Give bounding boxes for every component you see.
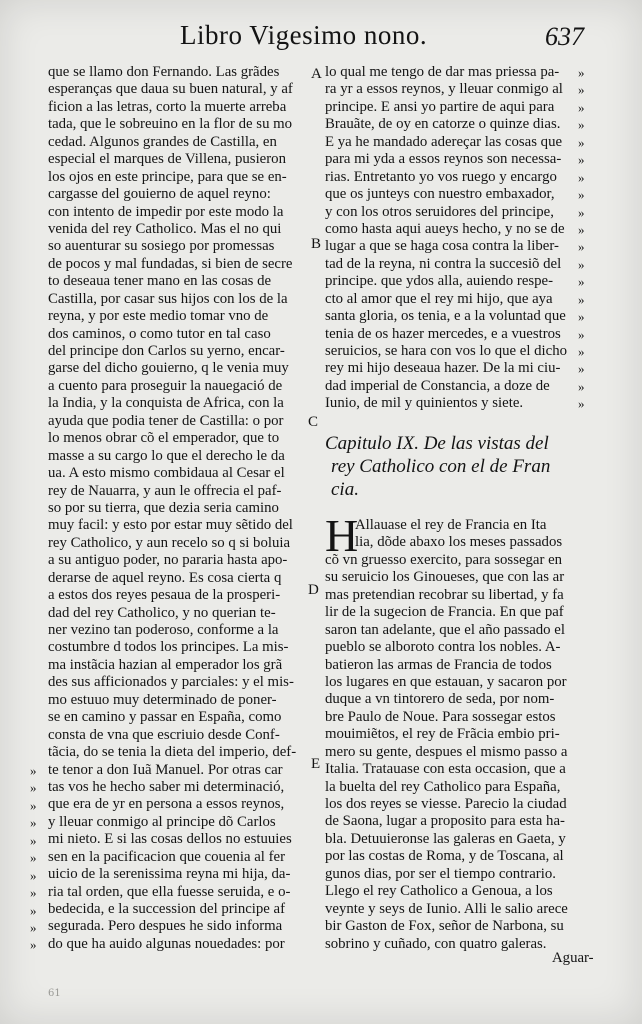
text-line: tas vos he hecho saber mi determinació,: [48, 778, 285, 795]
bottom-mark: 61: [48, 988, 61, 999]
text-line: sobrino y cuñado, con quatro galeras.: [325, 935, 547, 952]
margin-marker-d: D: [308, 582, 319, 598]
text-line: la buelta del rey Catholico para España,: [325, 778, 561, 795]
text-line: mi nieto. E si las cosas dellos no estuuies: [48, 831, 292, 848]
text-line: uicio de la serenissima reyna mi hija, da-: [48, 866, 291, 883]
text-line: rey mi hijo deseaua hazer. De la mi ciu-: [325, 360, 561, 377]
text-line: dad del rey Catholico, y no querian te-: [48, 604, 276, 621]
quote-mark: »: [30, 937, 37, 953]
text-line: so auenturar su sosiego por promessas: [48, 238, 275, 255]
text-line: del principe don Carlos su yerno, encar-: [48, 343, 285, 359]
text-line: ma instãcia hazian al emperador los grã: [48, 656, 283, 673]
text-line: muy facil: y esto por estar muy sẽtido del: [48, 517, 293, 534]
text-line: so por su tierra, que dezia seria camino: [48, 499, 279, 516]
drop-cap: H: [325, 510, 359, 561]
text-line: por las costas de Roma, y de Toscana, al: [325, 848, 564, 865]
text-line: ria tal orden, que ella fuesse seruida, e o-: [48, 883, 291, 900]
text-line: a cuento para proseguir la nauegació de: [48, 377, 283, 394]
quote-mark: »: [578, 65, 585, 80]
quote-mark: »: [578, 274, 585, 290]
quote-mark: »: [30, 885, 37, 901]
quote-mark: »: [30, 763, 37, 778]
text-line: reyna, y por este medio tomar vno de: [48, 308, 269, 325]
text-line: garse del dicho gouierno, q le venia muy: [48, 360, 289, 377]
text-line: bir Gaston de Fox, señor de Narbona, su: [325, 918, 564, 935]
text-line: consta de vna que escriuio desde Conf-: [48, 726, 280, 743]
text-line: Italia. Tratauase con esta occasion, que a: [325, 761, 566, 778]
text-line: duque a vn tintorero de seda, por nom-: [325, 691, 555, 708]
text-line: los dos reyes se viesse. Parecio la ciudad: [325, 796, 567, 812]
catchword: Aguar-: [552, 950, 594, 966]
folio-number: 637: [545, 22, 584, 51]
text-line: de pocos y mal fundadas, si bien de secre: [48, 255, 293, 272]
right-quote-marks: [578, 64, 598, 413]
text-line: a estos dos reyes pesaua de la prosperi-: [48, 587, 281, 604]
text-line: te tenor a don Iuã Manuel. Por otras car: [48, 761, 283, 778]
text-line: se en camino y passar en España, como: [48, 709, 282, 726]
text-line: a su antiguo poder, no pararia hasta apo-: [48, 552, 288, 569]
text-line: tad de la reyna, ni contra la succesiõ del: [325, 255, 562, 272]
text-line: mas pretendian recobrar su libertad, y fa: [325, 586, 564, 603]
text-line: derarse de aquel reyno. Es cosa cierta q: [48, 569, 282, 586]
chapter-title-line: cia.: [331, 479, 359, 500]
text-line: los lugares en que estauan, y sacaron por: [325, 673, 567, 690]
text-line: rias. Entretanto yo vos ruego y encargo: [325, 168, 557, 185]
quote-mark: »: [30, 832, 37, 848]
text-line: Allauase el rey de Francia en Ita: [355, 517, 547, 533]
text-line: su seruicio los Ginoueses, que con las ar: [325, 569, 565, 586]
quote-mark: »: [578, 361, 585, 377]
right-column: [325, 64, 595, 413]
text-line: saron tan adelante, que el año passado el: [325, 621, 565, 638]
text-line: des sus afficionados y parciales: y el mis-: [48, 674, 294, 691]
quote-mark: »: [578, 291, 585, 307]
quote-mark: »: [30, 867, 37, 883]
margin-marker-a: A: [311, 66, 322, 82]
text-line: venida del rey Catholico. Mas el no qui: [48, 220, 282, 237]
text-line: lugar a que se haga cosa contra la liber-: [325, 238, 559, 255]
text-line: veynte y seys de Iunio. Alli le salio arece: [325, 900, 568, 917]
quote-mark: »: [578, 169, 585, 185]
running-head: Libro Vigesimo nono.: [180, 20, 428, 50]
quote-mark: »: [578, 99, 585, 115]
quote-mark: »: [578, 344, 585, 359]
text-line: masse a su cargo lo que el derecho le da: [48, 447, 285, 464]
quote-mark: »: [578, 221, 585, 237]
text-line: Llego el rey Catholico a Genoua, a los: [325, 883, 553, 900]
text-line: para mi yda a essos reynos son necessa-: [325, 151, 562, 168]
text-line: gunos dias, por ser el tiempo contrario.: [325, 865, 556, 882]
text-line: principe. E ansi yo partire de aqui para: [325, 98, 555, 115]
text-line: lo qual me tengo de dar mas priessa pa-: [325, 64, 560, 80]
quote-mark: »: [578, 326, 585, 342]
quote-mark: »: [30, 797, 37, 813]
margin-marker-e: E: [311, 756, 321, 772]
text-line: con intento de impedir por este modo la: [48, 203, 284, 220]
quote-mark: »: [578, 239, 585, 255]
text-line: pueblo se alboroto contra los nobles. A-: [325, 639, 561, 656]
chapter-title-line: rey Catholico con el de Fran: [331, 456, 551, 477]
text-line: que era de yr en persona a essos reynos,: [48, 796, 285, 813]
text-line: cargasse del gouierno de aquel reyno:: [48, 186, 271, 203]
text-line: sen en la pacificacion que couenia al fer: [48, 848, 286, 865]
chapter-body: [325, 517, 595, 953]
text-line: cõ vn gruesso exercito, para sossegar en: [325, 551, 563, 568]
text-line: batieron las armas de Francia de todos: [325, 656, 552, 673]
quote-mark: »: [30, 902, 37, 918]
text-line: rey Catholico, y aun recelo so q si boluia: [48, 534, 291, 551]
text-line: como hasta aqui aueys hecho, y no se de: [325, 220, 565, 237]
text-line: los ojos en este principe, para que se en-: [48, 168, 287, 185]
quote-mark: »: [30, 815, 37, 831]
chapter-heading: [325, 432, 610, 501]
text-line: que se llamo don Fernando. Las grãdes: [48, 64, 280, 80]
text-line: ficion a las letras, corto la muerte arreba: [48, 98, 287, 115]
margin-marker-b: B: [311, 236, 322, 252]
quote-mark: »: [30, 919, 37, 935]
text-line: mouimiẽtos, el rey de Frãcia embio pri-: [325, 726, 560, 743]
quote-mark: »: [578, 378, 585, 394]
text-line: cedad. Algunos grandes de Castilla, en: [48, 133, 277, 150]
text-line: que os junteys con nuestro embaxador,: [325, 186, 555, 203]
quote-mark: »: [578, 309, 585, 325]
quote-mark: »: [30, 850, 37, 866]
text-line: cto al amor que el rey mi hijo, que aya: [325, 290, 553, 307]
text-line: dos caminos, o como tutor en tal caso: [48, 325, 271, 342]
text-line: ner vezino tan poderoso, conforme a la: [48, 622, 279, 638]
text-line: lo menos obrar cõ el emperador, que to: [48, 430, 280, 447]
quote-mark: »: [578, 134, 585, 150]
text-line: de Saona, lugar a proposito para esta ha-: [325, 813, 565, 830]
text-line: y con los otros seruidores del principe,: [325, 203, 554, 220]
text-line: bedecida, e la succession del principe af: [48, 901, 286, 917]
text-line: mo estuuo muy determinado de poner-: [48, 691, 277, 708]
quote-mark: »: [578, 256, 585, 272]
text-line: ayuda que podia tener de Castilla: o por: [48, 412, 284, 429]
quote-mark: »: [578, 396, 585, 412]
quote-mark: »: [578, 187, 585, 203]
text-line: y lleuar conmigo al principe dõ Carlos: [48, 813, 276, 830]
left-quote-marks: [30, 762, 48, 954]
text-line: santa gloria, os tenia, e a la voluntad que: [325, 308, 566, 325]
quote-mark: »: [578, 117, 585, 133]
text-line: ra yr a essos reynos, y lleuar conmigo al: [325, 81, 563, 98]
text-line: ua. A esto mismo combidaua al Cesar el: [48, 465, 285, 482]
text-line: bla. Detuuieronse las galeras en Gaeta, y: [325, 830, 566, 847]
page-header: [0, 20, 642, 60]
text-line: lia, dõde abaxo los meses passados: [355, 534, 563, 551]
text-line: Castilla, por casar sus hijos con los de la: [48, 290, 288, 307]
chapter-title-line: Capitulo IX. De las vistas del: [325, 433, 549, 454]
text-line: costumbre d todos los principes. La mis-: [48, 639, 289, 656]
text-line: lir de la sugecion de Francia. En que paf: [325, 604, 564, 621]
text-line: tãcia, do se tenia la dieta del imperio, def-: [48, 744, 297, 761]
text-line: do que ha auido algunas nouedades: por: [48, 935, 285, 952]
text-line: la India, y la conquista de Africa, con la: [48, 395, 284, 412]
text-line: esperanças que daua su buen natural, y af: [48, 81, 293, 98]
text-line: tenia de os hazer mercedes, e a vuestros: [325, 325, 561, 342]
text-line: to deseaua tener mano en las cosas de: [48, 273, 272, 290]
left-column: [48, 64, 310, 953]
quote-mark: »: [578, 152, 585, 168]
quote-mark: »: [578, 204, 585, 220]
text-line: bre Paulo de Noue. Para sossegar estos: [325, 708, 556, 725]
text-line: tada, que le sobreuino en la flor de su mo: [48, 116, 293, 133]
text-line: Iunio, de mil y quinientos y siete.: [325, 395, 524, 412]
text-line: E ya he mandado adereçar las cosas que: [325, 133, 563, 150]
text-line: mero su gente, despues el mismo passo a: [325, 743, 568, 760]
text-line: seruicios, se hara con vos lo que el dicho: [325, 343, 568, 359]
quote-mark: »: [30, 780, 37, 796]
text-line: Brauãte, de oy en catorze o quinze dias.: [325, 116, 561, 133]
text-line: especial el marques de Villena, pusieron: [48, 151, 286, 168]
quote-mark: »: [578, 82, 585, 98]
text-line: dad imperial de Constancia, a doze de: [325, 377, 550, 394]
text-line: segurada. Pero despues he sido informa: [48, 918, 283, 935]
margin-marker-c: C: [308, 414, 319, 430]
text-line: rey de Nauarra, y aun le offrecia el paf-: [48, 482, 282, 499]
text-line: principe. que ydos alla, auiendo respe-: [325, 273, 554, 290]
